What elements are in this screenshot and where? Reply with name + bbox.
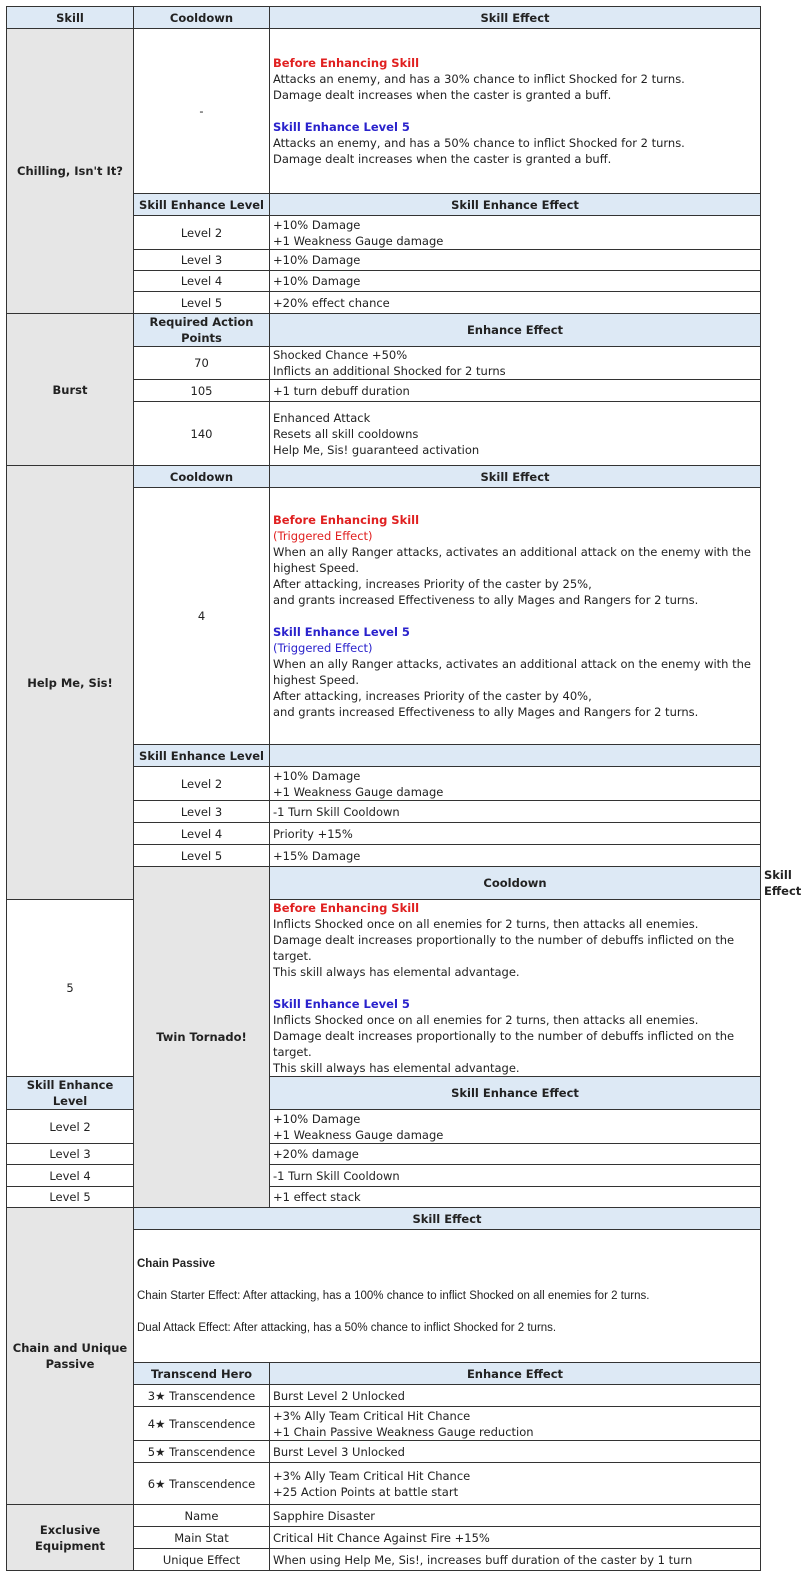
after-label: Skill Enhance Level 5: [273, 997, 410, 1011]
level-label: Level 2: [134, 216, 270, 250]
enhance-effect-header: Enhance Effect: [270, 314, 761, 347]
level-effect: -1 Turn Skill Cooldown: [270, 1165, 761, 1187]
burst-effect: Shocked Chance +50% Inflicts an additional Shocked for 2 turns: [270, 347, 761, 380]
enhance-effect-header: Skill Enhance Effect: [270, 194, 761, 216]
level-label: Level 4: [134, 823, 270, 845]
action-points-value: 105: [134, 380, 270, 402]
skill-effect-cell: [270, 900, 761, 1077]
effect-line: Attacks an enemy, and has a 30% chance to inflict Shocked for 2 turns.: [273, 72, 685, 86]
cooldown-value: -: [134, 29, 270, 194]
effect-line: Damage dealt increases proportionally to the number of debuffs inflicted on the target.: [273, 933, 735, 963]
level-effect: +10% Damage +1 Weakness Gauge damage: [270, 767, 761, 801]
triggered-label: (Triggered Effect): [273, 641, 373, 655]
table-row: [7, 1165, 761, 1187]
effect-line: Damage dealt increases when the caster is granted a buff.: [273, 88, 612, 102]
col-header-cooldown: Cooldown: [134, 7, 270, 29]
enhance-effect-header: Enhance Effect: [270, 1363, 761, 1385]
burst-effect: +1 turn debuff duration: [270, 380, 761, 402]
transcend-hero-header: Transcend Hero: [134, 1363, 270, 1385]
level-effect: +10% Damage +1 Weakness Gauge damage: [270, 1110, 761, 1144]
level-label: Level 3: [134, 250, 270, 271]
skill-name: Chilling, Isn't It?: [7, 29, 134, 314]
skill-row-chilling: [7, 29, 761, 194]
effect-line: When an ally Ranger attacks, activates an additional attack on the enemy with the highest Speed.: [273, 657, 752, 687]
skill-effect-cell: [270, 488, 761, 745]
level-label: Level 5: [134, 292, 270, 314]
level-label: Level 4: [7, 1165, 134, 1187]
skill-effect-cell: [270, 29, 761, 194]
before-label: Before Enhancing Skill: [273, 513, 420, 527]
level-effect: Priority +15%: [270, 823, 761, 845]
after-label: Skill Enhance Level 5: [273, 120, 410, 134]
equip-label: Name: [134, 1505, 270, 1527]
effect-line: When an ally Ranger attacks, activates an additional attack on the enemy with the highest Speed.: [273, 545, 752, 575]
action-points-value: 140: [134, 402, 270, 466]
enhance-header-row: [7, 1077, 761, 1110]
before-label: Before Enhancing Skill: [273, 56, 420, 70]
enhance-effect-header: Skill Enhance Effect: [270, 1077, 761, 1110]
level-effect: +10% Damage +1 Weakness Gauge damage: [270, 216, 761, 250]
level-effect: +20% damage: [270, 1144, 761, 1165]
effect-line: and grants increased Effectiveness to ally Mages and Rangers for 2 turns.: [273, 705, 699, 719]
transcend-effect: +3% Ally Team Critical Hit Chance +1 Chain Passive Weakness Gauge reduction: [270, 1407, 761, 1441]
enhance-level-header: Skill Enhance Level: [134, 745, 270, 767]
transcend-tier: 4★ Transcendence: [134, 1407, 270, 1441]
skill-row-twin: [7, 900, 761, 1077]
effect-line: Damage dealt increases proportionally to the number of debuffs inflicted on the target.: [273, 1029, 735, 1059]
level-label: Level 3: [134, 801, 270, 823]
triggered-label: (Triggered Effect): [273, 529, 373, 543]
effect-line: Attacks an enemy, and has a 50% chance to inflict Shocked for 2 turns.: [273, 136, 685, 150]
twin-header-row: Twin Tornado! Cooldown Skill Effect: [7, 867, 761, 900]
level-label: Level 4: [134, 271, 270, 292]
transcend-tier: 3★ Transcendence: [134, 1385, 270, 1407]
effect-line: After attacking, increases Priority of the caster by 25%,: [273, 577, 592, 591]
level-effect: +20% effect chance: [270, 292, 761, 314]
skill-name: Twin Tornado!: [134, 867, 270, 1208]
equip-value: Sapphire Disaster: [270, 1505, 761, 1527]
effect-line: Inflicts Shocked once on all enemies for 2 turns, then attacks all enemies.: [273, 917, 699, 931]
skill-name: Exclusive Equipment: [7, 1505, 134, 1571]
table-row: [7, 1110, 761, 1144]
equip-value: Critical Hit Chance Against Fire +15%: [270, 1527, 761, 1549]
chain-passive-title: Chain Passive: [137, 1258, 215, 1270]
transcend-tier: 6★ Transcendence: [134, 1463, 270, 1505]
action-points-value: 70: [134, 347, 270, 380]
level-effect: +10% Damage: [270, 250, 761, 271]
enhance-effect-header: [270, 745, 761, 767]
skill-name: Chain and Unique Passive: [7, 1208, 134, 1505]
chain-header-row: [7, 1208, 761, 1230]
level-effect: -1 Turn Skill Cooldown: [270, 801, 761, 823]
level-label: Level 5: [7, 1187, 134, 1208]
col-header-skill-effect: Skill Effect: [270, 7, 761, 29]
effect-line: Inflicts Shocked once on all enemies for 2 turns, then attacks all enemies.: [273, 1013, 699, 1027]
col-header-skill: Skill: [7, 7, 134, 29]
table-row: [7, 1187, 761, 1208]
table-row: [7, 1505, 761, 1527]
enhance-level-header: Skill Enhance Level: [134, 194, 270, 216]
effect-line: and grants increased Effectiveness to ally Mages and Rangers for 2 turns.: [273, 593, 699, 607]
equip-label: Main Stat: [134, 1527, 270, 1549]
transcend-effect: Burst Level 3 Unlocked: [270, 1441, 761, 1463]
level-label: Level 2: [134, 767, 270, 801]
chain-passive-cell: [134, 1230, 761, 1363]
level-label: Level 2: [7, 1110, 134, 1144]
skill-effect-header: Skill Effect: [134, 1208, 761, 1230]
cooldown-value: 4: [134, 488, 270, 745]
transcend-effect: +3% Ally Team Critical Hit Chance +25 Action Points at battle start: [270, 1463, 761, 1505]
transcend-effect: Burst Level 2 Unlocked: [270, 1385, 761, 1407]
effect-line: After attacking, increases Priority of the caster by 40%,: [273, 689, 592, 703]
table-header-row: [7, 7, 761, 29]
equip-value: When using Help Me, Sis!, increases buff duration of the caster by 1 turn: [270, 1549, 761, 1571]
burst-header-row: [7, 314, 761, 347]
transcend-tier: 5★ Transcendence: [134, 1441, 270, 1463]
skill-name: Help Me, Sis!: [7, 466, 134, 900]
effect-line: Damage dealt increases when the caster is granted a buff.: [273, 152, 612, 166]
effect-line: This skill always has elemental advantage.: [273, 1061, 520, 1075]
skill-table: [6, 6, 801, 1571]
level-label: Level 5: [134, 845, 270, 867]
level-label: Level 3: [7, 1144, 134, 1165]
skill-effect-header: Skill Effect: [270, 466, 761, 488]
level-effect: +1 effect stack: [270, 1187, 761, 1208]
chain-starter-effect: Chain Starter Effect: After attacking, has a 100% chance to inflict Shocked on all enemies for 2 turns.: [137, 1290, 650, 1302]
dual-attack-effect: Dual Attack Effect: After attacking, has a 50% chance to inflict Shocked for 2 turns.: [137, 1322, 557, 1334]
table-row: [7, 1144, 761, 1165]
cooldown-header: Cooldown: [134, 466, 270, 488]
cooldown-header: Cooldown: [270, 867, 761, 900]
level-effect: +15% Damage: [270, 845, 761, 867]
before-label: Before Enhancing Skill: [273, 901, 420, 915]
level-effect: +10% Damage: [270, 271, 761, 292]
help-header-row: [7, 466, 761, 488]
skill-name: Burst: [7, 314, 134, 466]
after-label: Skill Enhance Level 5: [273, 625, 410, 639]
effect-line: This skill always has elemental advantage.: [273, 965, 520, 979]
equip-label: Unique Effect: [134, 1549, 270, 1571]
action-points-header: Required Action Points: [134, 314, 270, 347]
cooldown-value: 5: [7, 900, 134, 1077]
burst-effect: Enhanced Attack Resets all skill cooldowns Help Me, Sis! guaranteed activation: [270, 402, 761, 466]
enhance-level-header: Skill Enhance Level: [7, 1077, 134, 1110]
